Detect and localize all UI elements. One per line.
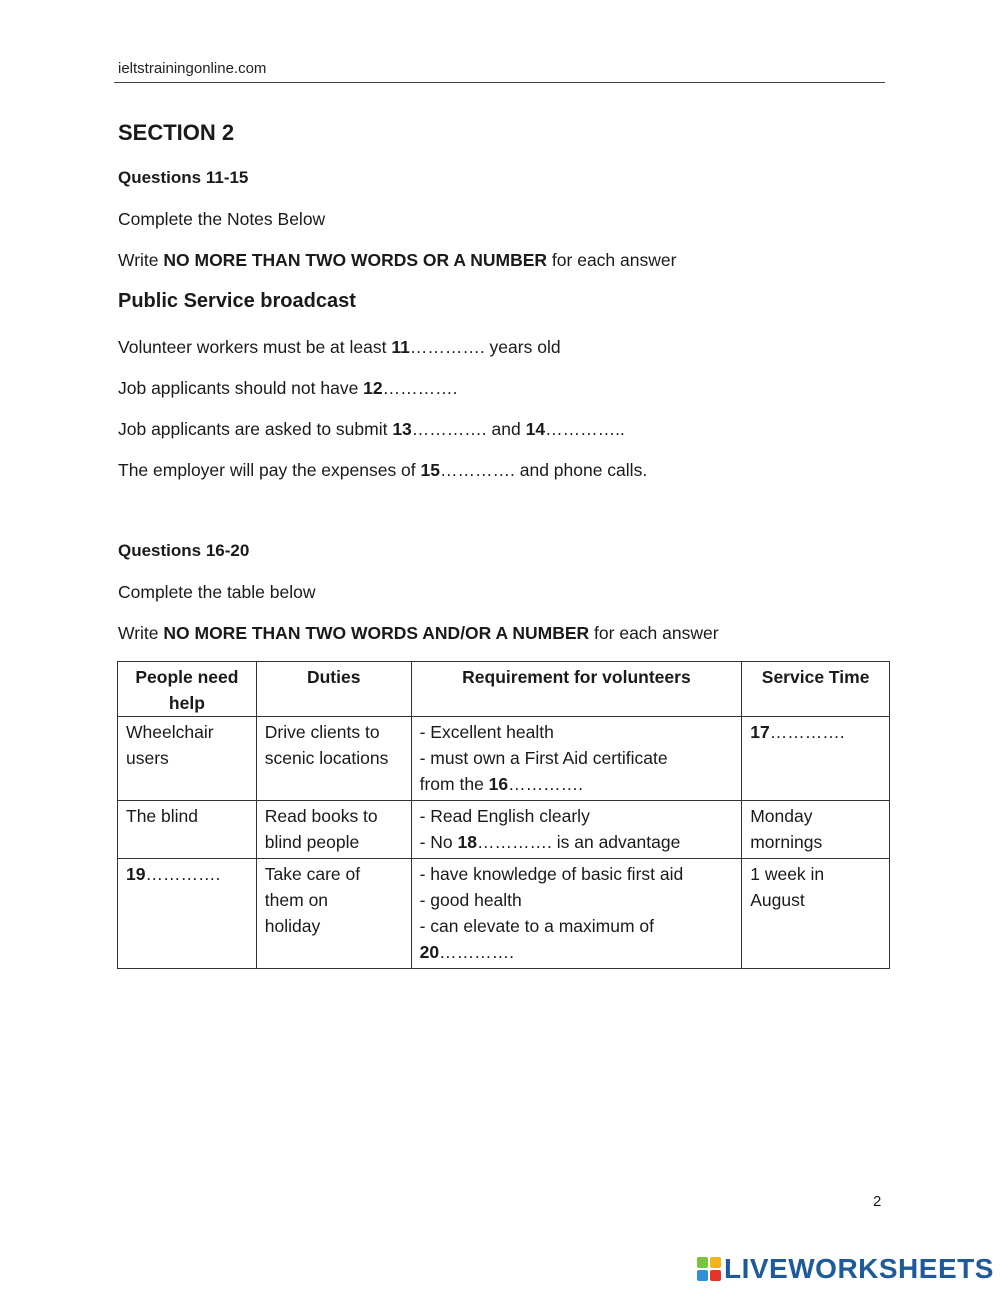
answer-blank-16[interactable]: …………. [508, 774, 584, 794]
questions-16-20-heading: Questions 16-20 [118, 541, 250, 560]
cell-requirement: - Excellent health - must own a First Aid certificate from the 16…………. [411, 717, 742, 801]
part1-rule: Write NO MORE THAN TWO WORDS OR A NUMBER for each answer [118, 250, 677, 270]
question-number-12: 12 [363, 378, 383, 398]
answer-blank-13[interactable]: …………. and [411, 419, 526, 439]
questions-11-15-heading: Questions 11-15 [118, 168, 249, 187]
cell-service-time: 1 week in August [742, 859, 890, 969]
note-line-12: Job applicants should not have 12…………. [118, 378, 458, 398]
note-line-11: Volunteer workers must be at least 11…………. years old [118, 337, 561, 357]
part2-rule: Write NO MORE THAN TWO WORDS AND/OR A NUMBER for each answer [118, 623, 719, 643]
answer-blank-14[interactable]: ………….. [545, 419, 625, 439]
cell-requirement: - have knowledge of basic first aid - good health - can elevate to a maximum of 20…………. [411, 859, 742, 969]
answer-blank-18[interactable]: …………. is an advantage [477, 832, 681, 852]
question-number-16: 16 [488, 774, 509, 794]
cell-duties: Read books to blind people [256, 801, 411, 859]
notes-title: Public Service broadcast [118, 290, 356, 312]
part1-instruction: Complete the Notes Below [118, 209, 326, 229]
table-row [118, 801, 890, 859]
cell-service-time: Monday mornings [742, 801, 890, 859]
cell-people [118, 859, 257, 969]
volunteer-table [117, 661, 890, 969]
cell-duties: Take care of them on holiday [256, 859, 411, 969]
answer-blank-19[interactable]: …………. [145, 864, 221, 884]
header-requirement: Requirement for volunteers [411, 662, 742, 717]
answer-blank-17[interactable]: …………. [769, 722, 845, 742]
cell-requirement: - Read English clearly - No 18…………. is an advantage [411, 801, 742, 859]
header-duties: Duties [256, 662, 411, 717]
note-line-15: The employer will pay the expenses of 15…………. and phone calls. [118, 460, 648, 480]
question-number-18: 18 [457, 832, 478, 852]
page-number: 2 [873, 1193, 882, 1210]
question-number-17: 17 [750, 722, 770, 742]
cell-service-time [742, 717, 890, 801]
answer-blank-12[interactable]: …………. [382, 378, 458, 398]
question-number-19: 19 [126, 864, 146, 884]
site-url: ieltstrainingonline.com [118, 60, 267, 77]
answer-blank-15[interactable]: …………. and phone calls. [440, 460, 648, 480]
question-number-15: 15 [420, 460, 440, 480]
cell-duties: Drive clients to scenic locations [256, 717, 411, 801]
logo-squares-icon [697, 1257, 721, 1281]
part2-instruction: Complete the table below [118, 582, 316, 602]
table-row [118, 717, 890, 801]
question-number-14: 14 [525, 419, 546, 439]
question-number-13: 13 [392, 419, 412, 439]
liveworksheets-logo[interactable] [697, 1253, 994, 1285]
question-number-20: 20 [419, 942, 440, 962]
header-divider [114, 82, 885, 83]
table-row [118, 859, 890, 969]
cell-people: The blind [118, 801, 257, 859]
header-people-need-help: People need help [118, 662, 257, 717]
question-number-11: 11 [391, 337, 410, 357]
cell-people: Wheelchair users [118, 717, 257, 801]
table-header-row [118, 662, 890, 717]
note-line-13-14: Job applicants are asked to submit 13…………. and 14………….. [118, 419, 625, 439]
header-service-time: Service Time [742, 662, 890, 717]
logo-text: LIVEWORKSHEETS [724, 1253, 994, 1284]
answer-blank-11[interactable]: …………. years old [409, 337, 561, 357]
section-title: SECTION 2 [118, 120, 235, 145]
answer-blank-20[interactable]: …………. [439, 942, 514, 962]
